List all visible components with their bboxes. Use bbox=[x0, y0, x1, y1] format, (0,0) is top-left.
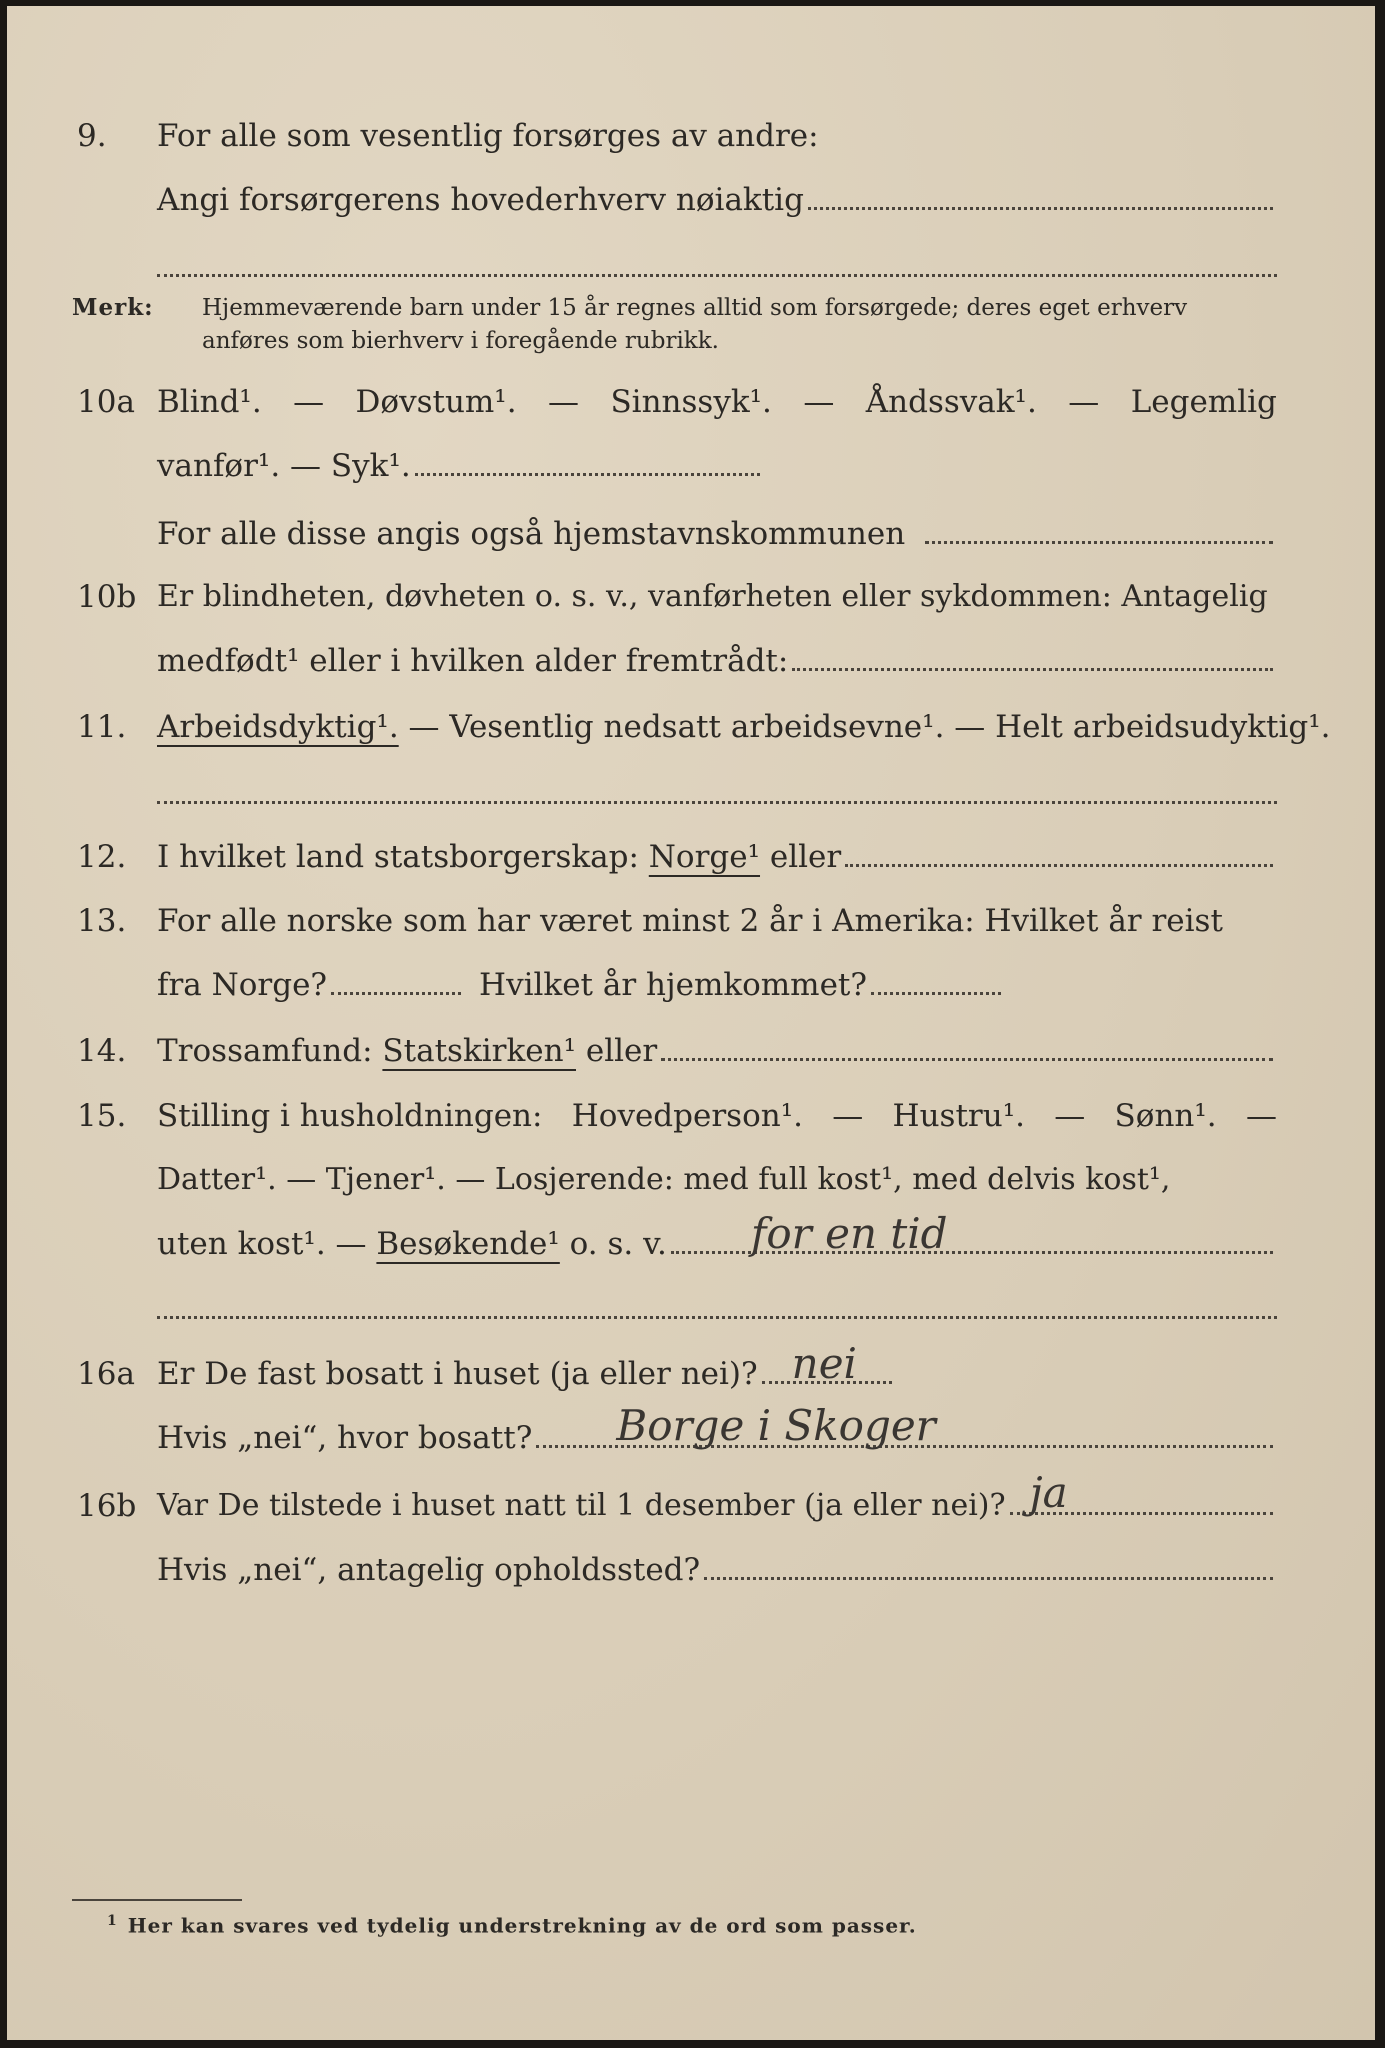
answer-line[interactable] bbox=[925, 541, 1273, 544]
question-text: Var De tilstede i huset natt til 1 desember (ja eller nei)? bbox=[157, 1488, 1006, 1523]
answer-line[interactable] bbox=[157, 1316, 1277, 1319]
question-9 bbox=[7, 118, 1375, 162]
question-text: Hvis „nei“, hvor bosatt? bbox=[157, 1420, 533, 1456]
separator: — bbox=[832, 1098, 864, 1134]
question-10a-line-3 bbox=[7, 516, 1375, 560]
option[interactable]: Hustru¹. bbox=[892, 1098, 1025, 1134]
question-text: For alle disse angis også hjemstavnskommunen bbox=[157, 516, 906, 552]
footnote-mark: 1 bbox=[107, 1913, 118, 1929]
question-12 bbox=[7, 839, 1375, 883]
question-text: fra Norge? bbox=[157, 967, 328, 1003]
answer-line[interactable] bbox=[808, 207, 1273, 210]
question-10a-line-2 bbox=[7, 448, 1375, 492]
question-11 bbox=[7, 709, 1375, 753]
separator: — bbox=[1068, 384, 1100, 420]
separator: — bbox=[548, 384, 580, 420]
question-text: medfødt¹ eller i hvilken alder fremtrådt: bbox=[157, 643, 789, 679]
footnote-rule bbox=[72, 1899, 242, 1901]
question-number: 10b bbox=[77, 579, 137, 615]
question-text: Er blindheten, døvheten o. s. v., vanførheten eller sykdommen: Antagelig bbox=[157, 579, 1268, 614]
selected-option[interactable]: Statskirken¹ bbox=[382, 1033, 576, 1069]
question-text: I hvilket land statsborgerskap: bbox=[157, 839, 649, 875]
option[interactable]: Blind¹. bbox=[157, 384, 262, 420]
answer-line[interactable] bbox=[661, 1058, 1273, 1061]
note-text: Hjemmeværende barn under 15 år regnes alltid som forsørgede; deres eget erhverv anføres som bierhverv i foregående rubrikk. bbox=[202, 295, 1188, 354]
question-number: 15. bbox=[77, 1098, 127, 1134]
option[interactable]: Sønn¹. bbox=[1114, 1098, 1217, 1134]
options-text: — Vesentlig nedsatt arbeidsevne¹. — Helt arbeidsudyktig¹. bbox=[398, 709, 1331, 745]
option[interactable]: Åndssvak¹. bbox=[865, 384, 1037, 420]
answer-line[interactable] bbox=[157, 274, 1277, 277]
question-9-line-2 bbox=[7, 182, 1375, 226]
handwritten-answer: for en tid bbox=[750, 1209, 948, 1258]
question-text: eller bbox=[576, 1033, 658, 1069]
option[interactable]: vanfør¹. — Syk¹. bbox=[157, 448, 411, 484]
question-15-line-2 bbox=[7, 1162, 1375, 1206]
question-10a bbox=[7, 384, 1375, 428]
question-13 bbox=[7, 903, 1375, 947]
question-text: eller bbox=[760, 839, 842, 875]
option[interactable]: Sinnssyk¹. bbox=[610, 384, 772, 420]
question-number: 16a bbox=[77, 1356, 135, 1392]
separator: — bbox=[1245, 1098, 1277, 1134]
question-10b bbox=[7, 579, 1375, 623]
handwritten-answer: ja bbox=[1029, 1468, 1068, 1517]
question-13-line-2 bbox=[7, 967, 1375, 1011]
question-number: 10a bbox=[77, 384, 135, 420]
question-text: Hvis „nei“, antagelig opholdssted? bbox=[157, 1552, 701, 1588]
question-number: 16b bbox=[77, 1488, 137, 1524]
question-16b bbox=[7, 1468, 1375, 1532]
separator: — bbox=[803, 384, 835, 420]
footnote bbox=[107, 1913, 917, 1938]
note-label: Merk: bbox=[72, 294, 154, 321]
answer-line[interactable] bbox=[671, 1209, 1273, 1258]
question-text: For alle som vesentlig forsørges av andre: bbox=[157, 118, 819, 154]
options-text: uten kost¹. — bbox=[157, 1226, 377, 1262]
option[interactable]: Legemlig bbox=[1130, 384, 1277, 420]
answer-line[interactable] bbox=[1010, 1468, 1273, 1517]
answer-line[interactable] bbox=[331, 992, 461, 995]
question-number: 14. bbox=[77, 1033, 127, 1069]
question-text: Trossamfund: bbox=[157, 1033, 383, 1069]
answer-line[interactable] bbox=[792, 668, 1273, 671]
answer-line[interactable] bbox=[157, 801, 1277, 804]
options-text: o. s. v. bbox=[559, 1226, 667, 1262]
separator: — bbox=[293, 384, 325, 420]
option[interactable]: Døvstum¹. bbox=[355, 384, 517, 420]
answer-line[interactable] bbox=[762, 1339, 892, 1388]
handwritten-answer: nei bbox=[791, 1339, 857, 1388]
answer-line[interactable] bbox=[415, 473, 760, 476]
question-15-line-3 bbox=[7, 1209, 1375, 1270]
selected-option[interactable]: Norge¹ bbox=[648, 839, 761, 875]
answer-line[interactable] bbox=[845, 864, 1273, 867]
question-14 bbox=[7, 1033, 1375, 1077]
options-text: Datter¹. — Tjener¹. — Losjerende: med full kost¹, med delvis kost¹, bbox=[157, 1162, 1171, 1197]
question-16a bbox=[7, 1339, 1375, 1400]
answer-line[interactable] bbox=[871, 992, 1001, 995]
question-16b-line-2 bbox=[7, 1552, 1375, 1596]
option[interactable]: Hovedperson¹. bbox=[571, 1098, 803, 1134]
question-text: Angi forsørgerens hovederhverv nøiaktig bbox=[157, 182, 804, 218]
question-text: Hvilket år hjemkommet? bbox=[479, 967, 868, 1003]
separator: — bbox=[1054, 1098, 1086, 1134]
question-text: Stilling i husholdningen: bbox=[157, 1098, 543, 1134]
question-text: For alle norske som har været minst 2 år i Amerika: Hvilket år reist bbox=[157, 903, 1223, 939]
question-15 bbox=[7, 1098, 1375, 1142]
handwritten-answer: Borge i Skoger bbox=[616, 1401, 936, 1450]
question-number: 9. bbox=[77, 118, 107, 154]
question-number: 11. bbox=[77, 709, 127, 745]
selected-option[interactable]: Arbeidsdyktig¹. bbox=[157, 709, 399, 745]
answer-line[interactable] bbox=[536, 1401, 1273, 1450]
census-form-page bbox=[7, 6, 1375, 2040]
answer-line[interactable] bbox=[704, 1577, 1273, 1580]
question-16a-line-2 bbox=[7, 1401, 1375, 1464]
footnote-text: Her kan svares ved tydelig understrekning av de ord som passer. bbox=[127, 1913, 917, 1938]
selected-option[interactable]: Besøkende¹ bbox=[376, 1226, 560, 1262]
question-10b-line-2 bbox=[7, 643, 1375, 687]
question-text: Er De fast bosatt i huset (ja eller nei)? bbox=[157, 1356, 758, 1392]
question-number: 12. bbox=[77, 839, 127, 875]
question-number: 13. bbox=[77, 903, 127, 939]
